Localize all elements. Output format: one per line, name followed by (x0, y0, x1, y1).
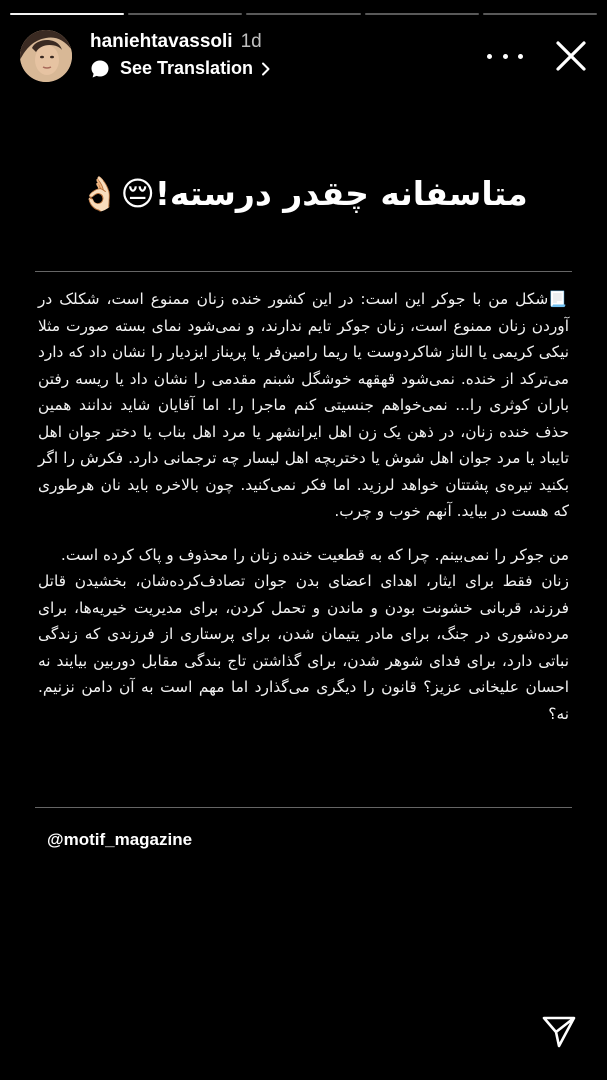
headline-text: متاسفانه چقدر درسته! (154, 174, 528, 213)
story-progress-segment (10, 13, 124, 15)
article-body (38, 286, 569, 727)
chevron-right-icon (261, 62, 271, 76)
headline-emoji: 😔👌🏻 (79, 174, 155, 213)
source-mention[interactable]: @motif_magazine (47, 830, 193, 849)
avatar-image (20, 30, 72, 82)
article-paragraph-text: شکل من با جوکر این است: در این کشور خنده زنان ممنوع است، شکلک در آوردن زنان ممنوع است، زنان جوکر تایم ندارند، و نمی‌شود نمای بسته صورت مثلا نیکی کریمی یا الناز شاکردوست یا ریما رامین‌فر یا پریناز ایزدیار را نشان داد که دارد می‌ترکد از خنده. نمی‌شود قهقهه خوشگل شبنم مقدمی را نشان داد یا ریسه رفتن باران کوثری را... نمی‌خواهم جنسیتی کنم ماجرا را. اما آقایان شاید ندانند همین حذف خنده زنان، در ذهن یک زن اهل ایرانشهر یا مرد اهل بناب یا دختر جوان اهل تایباد یا مرد جوان اهل شوش یا دختربچه اهل لیسار چه ترجمانی دارد. فکرش را اگر بکنید تیره‌ی پشتتان خواهد لرزید. اما فکر نمی‌کنید. چون بالاخره باید نان هرطوری که هست در بیاید. آنهم خوب و چرب. (38, 290, 569, 520)
speech-bubble-icon (90, 59, 110, 79)
more-options-button[interactable] (487, 44, 523, 68)
divider-bottom (35, 807, 572, 808)
story-progress-segment (483, 13, 597, 15)
divider-top (35, 271, 572, 272)
user-info (90, 30, 271, 79)
memo-emoji: 📃 (548, 290, 569, 308)
article-paragraph: زنان فقط برای ایثار، اهدای اعضای بدن جوان تصادف‌کرده‌شان، بخشیدن قاتل فرزند، قربانی خشونت بودن و ماندن و تحمل کردن، برای مدیریت خیریه‌ها، برای مرده‌شوری در جنگ، برای مادر یتیمان شدن، برای پرستاری از فرزندی که زندگی نباتی دارد، برای فدای شوهر شدن، برای گذاشتن تاج بندگی مقابل دوربین بیایند نه احسان علیخانی عزیز؟ قانون را دیگری می‌گذارد اما مهم است به آن دامن نزنیم. نه؟ (38, 572, 569, 723)
story-progress-segment (128, 13, 242, 15)
more-horizontal-icon (487, 54, 492, 59)
username-row (90, 30, 271, 54)
more-horizontal-icon (503, 54, 508, 59)
story-progress-segment (246, 13, 360, 15)
article-paragraph: من جوکر را نمی‌بینم. چرا که به قطعیت خنده زنان را محذوف و پاک کرده است. (60, 545, 569, 564)
username[interactable]: haniehtavassoli (90, 31, 233, 52)
story-header (20, 30, 591, 84)
more-horizontal-icon (518, 54, 523, 59)
story-headline (20, 168, 587, 220)
post-time: 1d (240, 31, 262, 52)
see-translation-button[interactable] (90, 58, 271, 79)
see-translation-label: See Translation (120, 58, 254, 78)
story-progress-segment (365, 13, 479, 15)
article-paragraph (38, 286, 569, 525)
send-icon[interactable] (541, 1014, 577, 1050)
story-progress-bar (10, 13, 597, 15)
story-content (0, 168, 607, 868)
close-icon[interactable] (551, 36, 591, 76)
avatar[interactable] (20, 30, 72, 82)
